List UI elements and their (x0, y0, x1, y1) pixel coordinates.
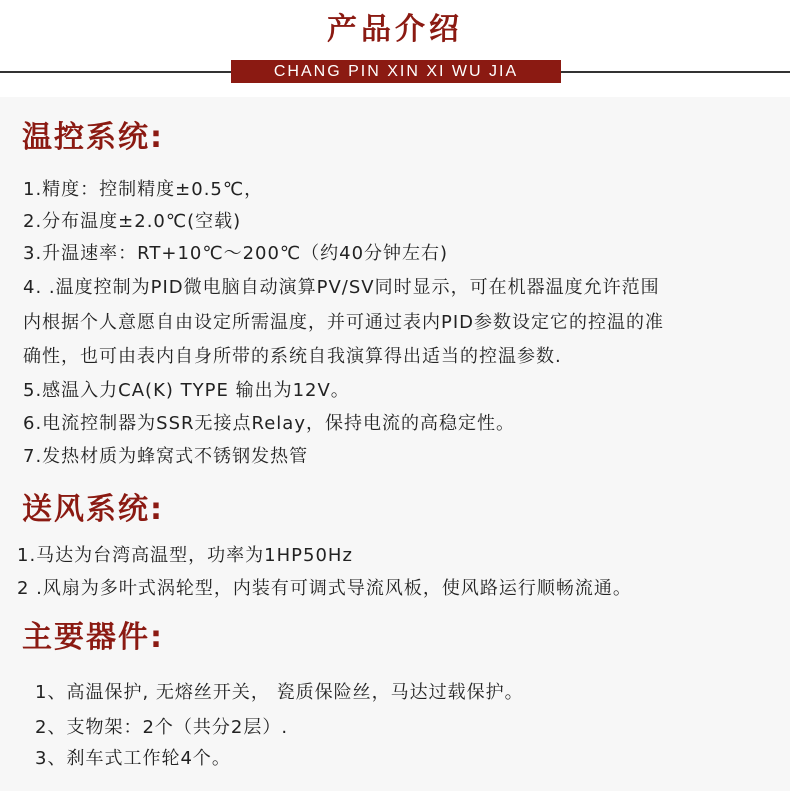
spec-line: 6.电流控制器为SSR无接点Relay，保持电流的高稳定性。 (23, 413, 515, 434)
section-heading-temperature-control: 温控系统: (22, 120, 164, 155)
spec-line: 3.升温速率：RT+10℃～200℃（约40分钟左右) (23, 243, 449, 264)
spec-line: 4. .温度控制为PID微电脑自动演算PV/SV同时显示，可在机器温度允许范围 (23, 277, 660, 298)
page-title: 产品介绍 (327, 12, 463, 47)
spec-line: 5.感温入力CA(K) TYPE 输出为12V。 (23, 380, 350, 401)
component-line: 1、高温保护, 无熔丝开关， 瓷质保险丝，马达过载保护。 (35, 682, 524, 703)
spec-line: 7.发热材质为蜂窝式不锈钢发热管 (23, 446, 309, 467)
subtitle-banner: CHANG PIN XIN XI WU JIA (231, 60, 561, 83)
component-line: 3、刹车式工作轮4个。 (35, 748, 231, 769)
spec-line: 2.分布温度±2.0℃(空载) (23, 211, 242, 232)
page-header (0, 0, 790, 97)
spec-line: 2 .风扇为多叶式涡轮型，内装有可调式导流风板，使风路运行顺畅流通。 (17, 578, 632, 599)
spec-line: 确性，也可由表内自身所带的系统自我演算得出适当的控温参数. (23, 346, 562, 367)
section-heading-main-components: 主要器件: (22, 620, 164, 655)
spec-line: 1.马达为台湾高温型，功率为1HP50Hz (17, 545, 353, 566)
component-line: 2、支物架：2个（共分2层）. (35, 717, 289, 738)
section-heading-air-supply: 送风系统: (22, 492, 164, 527)
spec-line: 1.精度：控制精度±0.5℃， (23, 179, 264, 200)
spec-line: 内根据个人意愿自由设定所需温度，并可通过表内PID参数设定它的控温的准 (23, 312, 665, 333)
